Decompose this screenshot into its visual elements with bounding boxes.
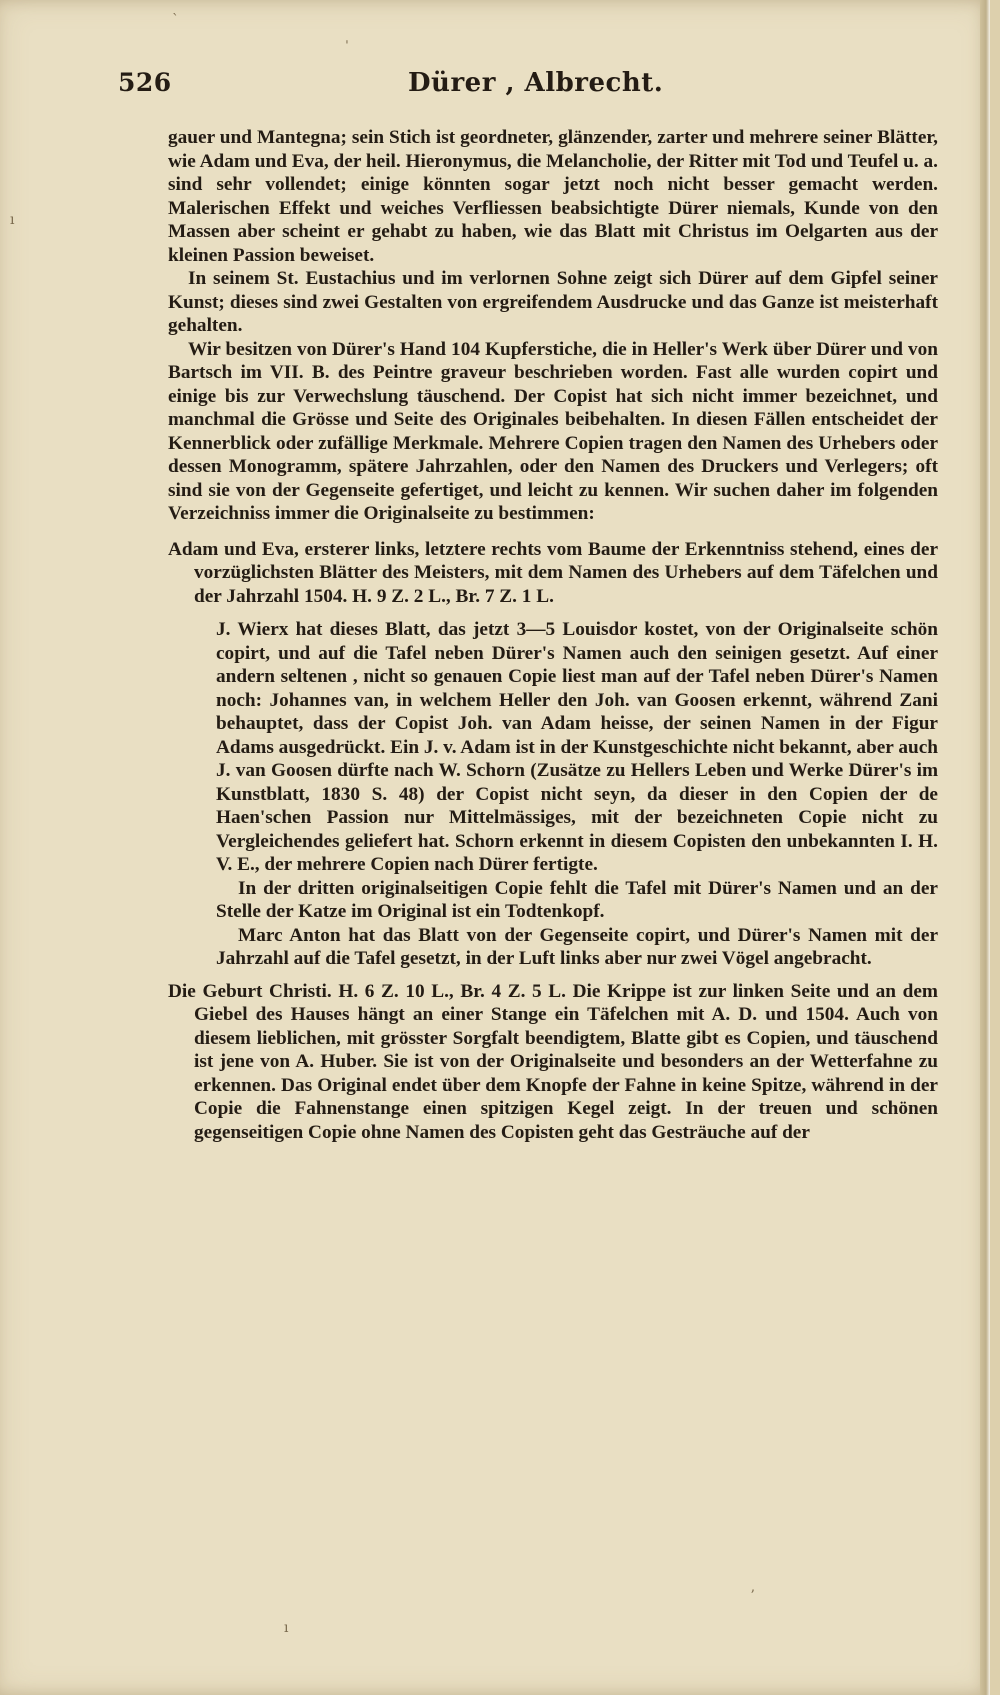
catalog-entry-adam-und-eva: Adam und Eva, ersterer links, letztere rechts vom Baume der Erkenntniss stehend, eines der vorzüglichsten Blätter des Meisters, mit dem Namen des Urhebers auf dem Täfelchen und der Jahrzahl 1504. H. 9 Z. 2 L., Br. 7 Z. 1 L. (168, 538, 938, 607)
paper-speck: ı (10, 212, 15, 228)
entry-paragraph-wierx: J. Wierx hat dieses Blatt, das jetzt 3—5 Louisdor kostet, von der Originalseite schön copirt, und auf die Tafel neben Dürer's Namen auch den seinigen gesetzt. Auf einer andern seltenen , nicht so genauen Copie liest man auf der Tafel neben Dürer's Namen noch: Johannes van, in welchem Heller den Joh. van Goosen erkennt, während Zani behauptet, dass der Copist Joh. van Adam heisse, der seinen Namen in der Figur Adams ausgedrückt. Ein J. v. Adam ist in der Kunstgeschichte nicht bekannt, aber auch J. van Goosen dürfte nach W. Schorn (Zusätze zu Hellers Leben und Werke Dürer's im Kunstblatt, 1830 S. 48) der Copist nicht seyn, da dieser in den Copien der de Haen'schen Passion nur Mittelmässiges, mit der bezeichneten Copie nicht zu Vergleichendes geliefert hat. Schorn erkennt in diesem Copisten den unbekannten I. H. V. E., der mehrere Copien nach Dürer fertigte. (216, 619, 938, 875)
entry-paragraph-dritte-copie: In der dritten originalseitigen Copie fehlt die Tafel mit Dürer's Namen und an der Stelle der Katze im Original ist ein Todtenkopf. (216, 877, 938, 922)
text-body (168, 126, 938, 1144)
paper-speck: ı (284, 1620, 289, 1636)
paper-speck: ʼ (750, 1588, 755, 1604)
page-header (118, 68, 938, 108)
paragraph-kupferstiche: Wir besitzen von Dürer's Hand 104 Kupferstiche, die in Heller's Werk über Dürer und von Bartsch im VII. B. des Peintre graveur beschrieben worden. Fast alle wurden copirt und einige bis zur Verwechslung täuschend. Der Copist hat sich nicht immer bezeichnet, und manchmal die Grösse und Seite des Originales beibehalten. In diesen Fällen entscheidet der Kennerblick oder zufällige Merkmale. Mehrere Copien tragen den Namen des Urhebers oder dessen Monogramm, spätere Jahrzahlen, oder den Namen des Druckers und Verlegers; oft sind sie von der Gegenseite gefertiget, und leicht zu kennen. Wir suchen daher im folgenden Verzeichniss immer die Originalseite zu bestimmen: (168, 338, 938, 524)
paragraph-continuation: gauer und Mantegna; sein Stich ist geordneter, glänzender, zarter und mehrere seiner Blätter, wie Adam und Eva, der heil. Hieronymus, die Melancholie, der Ritter mit Tod und Teufel u. a. sind sehr vollendet; einige könnten sogar jetzt noch nicht besser gemacht werden. Malerischen Effekt und weiches Verfliessen beabsichtigte Dürer niemals, Kunde von den Massen aber scheint er gehabt zu haben, wie das Blatt mit Christus im Oelgarten aus der kleinen Passion beweiset. (168, 127, 938, 266)
page-edge (980, 0, 990, 1695)
running-title: Dürer , Albrecht. (408, 68, 664, 98)
page-number: 526 (118, 68, 172, 97)
paper-speck: ˌ (345, 30, 349, 46)
paper-speck: ˋ (172, 12, 179, 28)
entry-paragraph-marc-anton: Marc Anton hat das Blatt von der Gegenseite copirt, und Dürer's Namen mit der Jahrzahl auf die Tafel gesetzt, in der Luft links aber nur zwei Vögel angebracht. (216, 924, 938, 969)
paragraph-eustachius: In seinem St. Eustachius und im verlornen Sohne zeigt sich Dürer auf dem Gipfel seiner Kunst; dieses sind zwei Gestalten von ergreifendem Ausdrucke und das Ganze ist meisterhaft gehalten. (168, 268, 938, 336)
catalog-entry-geburt-christi: Die Geburt Christi. H. 6 Z. 10 L., Br. 4 Z. 5 L. Die Krippe ist zur linken Seite und an dem Giebel des Hauses hängt an einer Stange ein Täfelchen mit A. D. und 1504. Auch von diesem lieblichen, mit grösster Sorgfalt beendigtem, Blatte gibt es Copien, und täuschend ist jene von A. Huber. Sie ist von der Originalseite und besonders an der Wetterfahne zu erkennen. Das Original endet über dem Knopfe der Fahne in keine Spitze, während in der Copie die Fahnenstange einen spitzigen Kegel zeigt. In der treuen und schönen gegenseitigen Copie ohne Namen des Copisten geht das Gesträuche auf der (168, 980, 938, 1143)
